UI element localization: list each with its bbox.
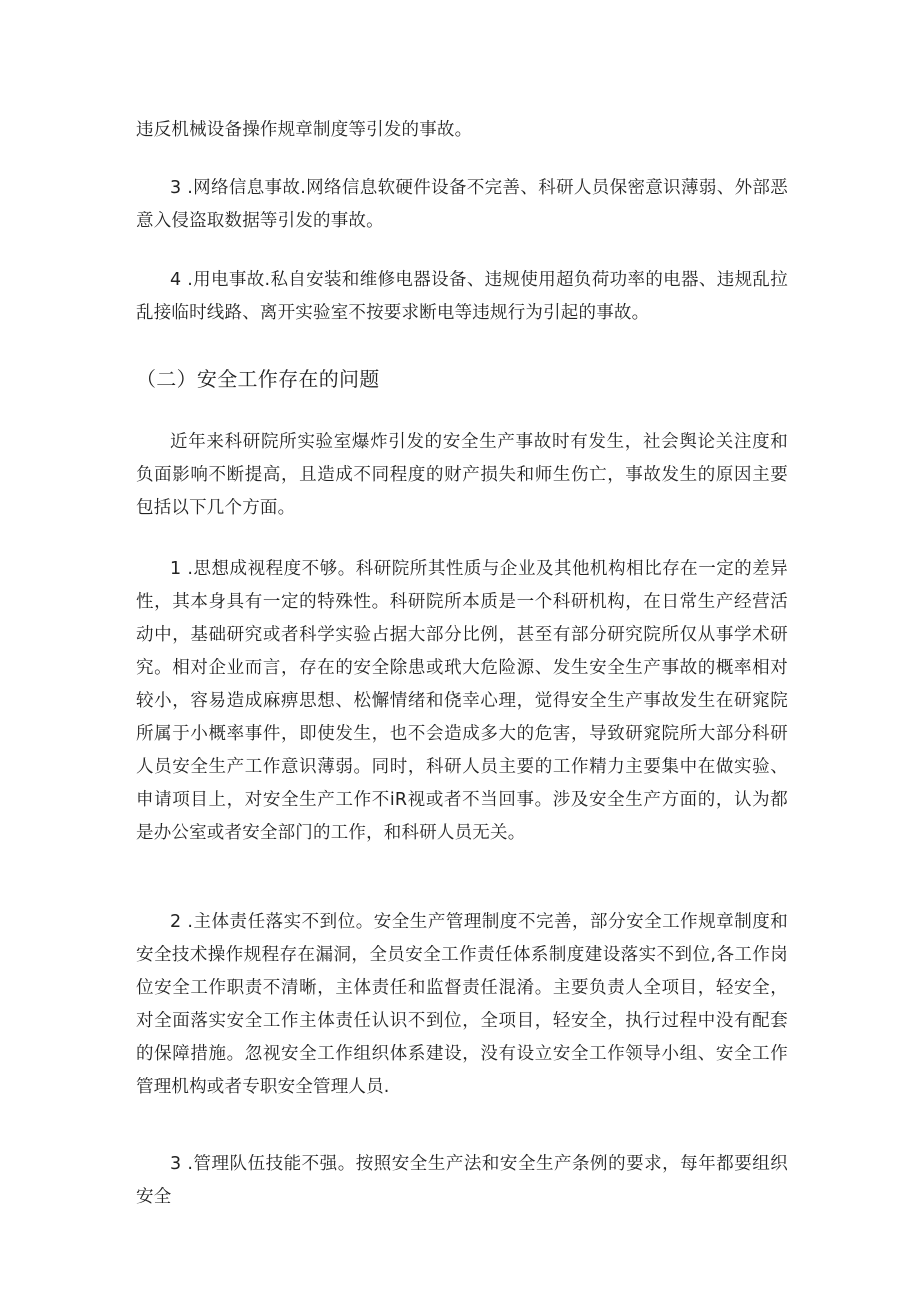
paragraph-point-1: 1 .思想成视程度不够。科研院所其性质与企业及其他机构相比存在一定的差异性，其本身具有一定的特殊性。科研院所本质是一个科研机构，在日常生产经营活动中，基础研究或者科学实验占据大部分比例，甚至有部分研究院所仅从事学术研究。相对企业而言，存在的安全除患或玳大危险源、发生安全生产事故的概率相对较小，容易造成麻痹思想、松懈情绪和侥幸心理，觉得安全生产事故发生在研窕院所属于小概率事件，即使发生，也不会造成多大的危害，导致研窕院所大部分科研人员安全生产工作意识薄弱。同时，科研人员主要的工作精力主要集中在做实验、申请项目上，对安全生产工作不iR视或者不当回事。涉及安全生产方面的，认为都是办公室或者安全部门的工作，和科研人员无关。: [136, 559, 788, 843]
paragraph-point-2: 2 .主体责任落实不到位。安全生产管理制度不完善，部分安全工作规章制度和安全技术操作规程存在漏洞，全员安全工作责任体系制度建设落实不到位,各工作岗位安全工作职责不清晰，主体责任和监督责任混淆。主要负责人全项目，轻安全，对全面落实安全工作主体责任认识不到位，全项目，轻安全，执行过程中没有配套的保障措施。忽视安全工作组织体系建设，没有设立安全工作领导小组、安全工作管理机构或者专职安全管理人员.: [136, 912, 788, 1097]
section-heading: （二）安全工作存在的问题: [136, 367, 380, 391]
paragraph-mechanical-accident-end: 违反机械设备操作规章制度等引发的事故。: [136, 120, 473, 140]
paragraph-network-accident: 3 .网络信息事故.网络信息软硬件设备不完善、科研人员保密意识薄弱、外部恶意入侵盗取数据等引发的事故。: [136, 178, 788, 231]
paragraph-intro: 近年来科研院所实验室爆炸引发的安全生产事故时有发生，社会舆论关注度和负面影响不断提高，且造成不同程度的财产损失和师生伤亡，事故发生的原因主要包括以下几个方面。: [136, 432, 788, 518]
paragraph-point-3: 3 .管理队伍技能不强。按照安全生产法和安全生产条例的要求，每年都要组织安全: [136, 1154, 788, 1207]
paragraph-electric-accident: 4 .用电事故.私自安装和维修电器设备、违规使用超负荷功率的电器、违规乱拉乱接临时线路、离开实验室不按要求断电等违规行为引起的事故。: [136, 270, 788, 323]
